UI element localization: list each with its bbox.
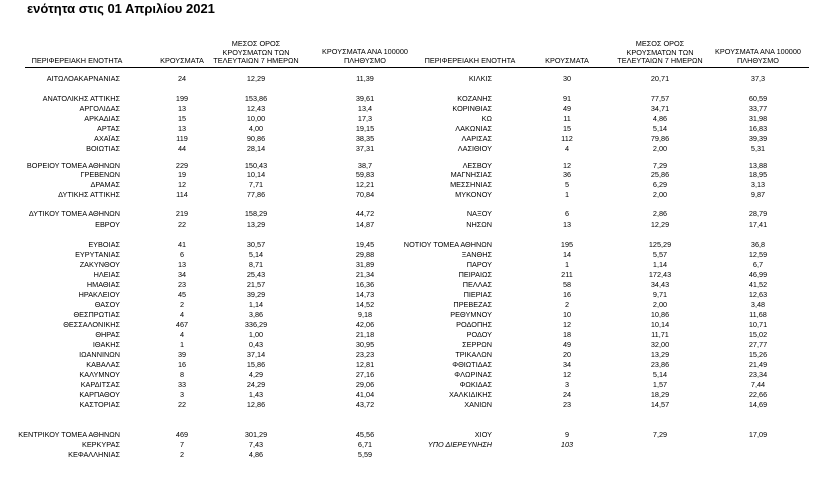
per-100k-value: 14,69 [748, 400, 768, 409]
cases-value: 3 [179, 390, 185, 399]
per-100k-value: 12,59 [748, 250, 768, 259]
cases-value: 33 [177, 380, 187, 389]
per-100k-value: 41,52 [748, 280, 768, 289]
avg-7day-value: 18,29 [650, 390, 670, 399]
region-name: ΧΙΟΥ [474, 430, 492, 439]
cases-value: 44 [177, 144, 187, 153]
per-100k-value: 6,7 [752, 260, 764, 269]
region-name: ΙΘΑΚΗΣ [92, 340, 120, 349]
per-100k-value: 27,16 [355, 370, 375, 379]
cases-value: 20 [562, 350, 572, 359]
cases-value: 39 [177, 350, 187, 359]
avg-7day-value: 25,43 [246, 270, 266, 279]
cases-value: 467 [175, 320, 189, 329]
cases-value: 4 [179, 330, 185, 339]
avg-7day-value: 8,71 [248, 260, 264, 269]
avg-7day-value: 77,86 [246, 190, 266, 199]
avg-7day-value: 77,57 [650, 94, 670, 103]
per-100k-value: 7,44 [750, 380, 766, 389]
cases-value: 211 [561, 270, 573, 279]
region-name: ΘΕΣΠΡΩΤΙΑΣ [73, 310, 120, 319]
per-100k-value: 11,68 [749, 310, 767, 319]
cases-value: 6 [564, 209, 570, 218]
region-name: ΜΕΣΣΗΝΙΑΣ [450, 180, 492, 189]
header-avg-right [617, 40, 702, 66]
per-100k-value: 46,99 [748, 270, 768, 279]
cases-value: 18 [562, 330, 572, 339]
per-100k-value: 14,73 [355, 290, 375, 299]
avg-7day-value: 12,43 [246, 104, 266, 113]
avg-7day-value: 172,43 [648, 270, 672, 279]
per-100k-value: 13,4 [357, 104, 373, 113]
region-name: ΛΕΣΒΟΥ [462, 161, 492, 170]
per-100k-value: 9,18 [357, 310, 373, 319]
cases-value: 2 [179, 300, 185, 309]
cases-value: 16 [562, 290, 572, 299]
header-avg-line2: ΚΡΟΥΣΜΑΤΩΝ ΤΩΝ [222, 47, 290, 57]
header-region-right: ΠΕΡΙΦΕΡΕΙΑΚΗ ΕΝΟΤΗΤΑ [424, 56, 516, 65]
region-name: ΑΝΑΤΟΛΙΚΗΣ ΑΤΤΙΚΗΣ [42, 94, 120, 103]
cases-value: 49 [562, 340, 572, 349]
avg-7day-value: 4,86 [652, 114, 668, 123]
per-100k-value: 16,83 [748, 124, 768, 133]
per-100k-value: 37,31 [355, 144, 375, 153]
per-100k-value: 29,88 [355, 250, 375, 259]
per-100k-value: 37,3 [750, 74, 766, 83]
footer-text-cut [27, 471, 807, 479]
region-name: ΑΡΓΟΛΙΔΑΣ [79, 104, 120, 113]
avg-7day-value: 12,86 [246, 400, 266, 409]
avg-7day-value: 10,86 [650, 310, 670, 319]
region-name: ΒΟΙΩΤΙΑΣ [86, 144, 120, 153]
avg-7day-value: 28,14 [246, 144, 266, 153]
region-name: ΓΡΕΒΕΝΩΝ [80, 170, 120, 179]
avg-7day-value: 10,14 [650, 320, 670, 329]
per-100k-value: 44,72 [355, 209, 375, 218]
page-title: ενότητα στις 01 Απριλίου 2021 [27, 1, 215, 16]
avg-7day-value: 90,86 [246, 134, 266, 143]
per-100k-value: 19,45 [355, 240, 375, 249]
cases-value: 7 [179, 440, 185, 449]
per-100k-value: 11,39 [356, 74, 374, 83]
per-100k-value: 23,34 [748, 370, 768, 379]
avg-7day-value: 21,57 [246, 280, 266, 289]
per-100k-value: 17,09 [748, 430, 768, 439]
avg-7day-value: 4,86 [248, 450, 264, 459]
region-name: ΥΠΟ ΔΙΕΡΕΥΝΗΣΗ [427, 440, 492, 449]
per-100k-value: 14,52 [355, 300, 375, 309]
region-name: ΚΑΣΤΟΡΙΑΣ [79, 400, 120, 409]
per-100k-value: 18,95 [748, 170, 768, 179]
avg-7day-value: 7,43 [248, 440, 264, 449]
per-100k-value: 19,15 [355, 124, 375, 133]
header-per100k-line2: ΠΛΗΘΥΣΜΟ [737, 55, 779, 65]
cases-value: 9 [564, 430, 570, 439]
region-name: ΝΗΣΩΝ [466, 220, 492, 229]
cases-value: 12 [562, 320, 572, 329]
per-100k-value: 12,81 [355, 360, 375, 369]
avg-7day-value: 5,14 [248, 250, 264, 259]
header-cases-right: ΚΡΟΥΣΜΑΤΑ [545, 56, 589, 65]
region-name: ΚΙΛΚΙΣ [468, 74, 492, 83]
cases-value: 24 [562, 390, 572, 399]
avg-7day-value: 5,14 [652, 370, 668, 379]
region-name: ΚΟΖΑΝΗΣ [457, 94, 492, 103]
per-100k-value: 59,83 [355, 170, 375, 179]
header-avg-left [213, 40, 298, 66]
cases-value: 1 [564, 190, 570, 199]
cases-value: 15 [562, 124, 572, 133]
per-100k-value: 31,89 [355, 260, 375, 269]
region-name: ΗΡΑΚΛΕΙΟΥ [78, 290, 120, 299]
header-avg-line3: ΤΕΛΕΥΤΑΙΩΝ 7 ΗΜΕΡΩΝ [617, 56, 703, 65]
region-name: ΒΟΡΕΙΟΥ ΤΟΜΕΑ ΑΘΗΝΩΝ [26, 161, 120, 170]
avg-7day-value: 10,00 [246, 114, 266, 123]
per-100k-value: 15,26 [748, 350, 768, 359]
avg-7day-value: 6,29 [652, 180, 668, 189]
avg-7day-value: 12,29 [650, 220, 670, 229]
per-100k-value: 23,23 [355, 350, 375, 359]
cases-value: 45 [177, 290, 187, 299]
region-name: ΦΛΩΡΙΝΑΣ [454, 370, 492, 379]
per-100k-value: 27,77 [748, 340, 768, 349]
per-100k-value: 28,79 [748, 209, 768, 218]
region-name: ΠΕΛΛΑΣ [462, 280, 492, 289]
per-100k-value: 21,18 [355, 330, 375, 339]
per-100k-value: 12,63 [748, 290, 768, 299]
cases-value: 30 [562, 74, 572, 83]
avg-7day-value: 301,29 [244, 430, 268, 439]
header-avg-line3: ΤΕΛΕΥΤΑΙΩΝ 7 ΗΜΕΡΩΝ [213, 56, 299, 65]
avg-7day-value: 23,86 [650, 360, 670, 369]
region-name: ΚΟΡΙΝΘΙΑΣ [452, 104, 492, 113]
avg-7day-value: 4,00 [248, 124, 264, 133]
region-name: ΦΘΙΩΤΙΔΑΣ [452, 360, 492, 369]
cases-value: 2 [179, 450, 185, 459]
avg-7day-value: 158,29 [244, 209, 268, 218]
per-100k-value: 29,06 [355, 380, 375, 389]
region-name: ΚΕΝΤΡΙΚΟΥ ΤΟΜΕΑ ΑΘΗΝΩΝ [18, 430, 120, 439]
avg-7day-value: 20,71 [650, 74, 670, 83]
per-100k-value: 41,04 [355, 390, 375, 399]
cases-value: 10 [562, 310, 572, 319]
region-name: ΠΕΙΡΑΙΩΣ [458, 270, 492, 279]
avg-7day-value: 15,86 [246, 360, 266, 369]
region-name: ΛΑΣΙΘΙΟΥ [457, 144, 492, 153]
avg-7day-value: 14,57 [650, 400, 670, 409]
avg-7day-value: 153,86 [244, 94, 268, 103]
cases-value: 49 [562, 104, 572, 113]
avg-7day-value: 2,00 [652, 190, 668, 199]
region-name: ΠΑΡΟΥ [466, 260, 492, 269]
header-per100k-left [322, 48, 408, 65]
cases-value: 6 [179, 250, 185, 259]
avg-7day-value: 7,29 [652, 161, 668, 170]
cases-value: 12 [562, 161, 572, 170]
per-100k-value: 3,48 [750, 300, 766, 309]
header-region-left: ΠΕΡΙΦΕΡΕΙΑΚΗ ΕΝΟΤΗΤΑ [31, 56, 123, 65]
region-name: ΛΑΚΩΝΙΑΣ [455, 124, 492, 133]
region-name: ΚΩ [481, 114, 492, 123]
region-name: ΡΟΔΟΠΗΣ [456, 320, 492, 329]
per-100k-value: 70,84 [355, 190, 375, 199]
avg-7day-value: 1,14 [248, 300, 264, 309]
avg-7day-value: 1,00 [248, 330, 264, 339]
region-name: ΝΟΤΙΟΥ ΤΟΜΕΑ ΑΘΗΝΩΝ [403, 240, 492, 249]
region-name: ΕΒΡΟΥ [95, 220, 120, 229]
region-name: ΡΕΘΥΜΝΟΥ [450, 310, 492, 319]
avg-7day-value: 0,43 [248, 340, 264, 349]
avg-7day-value: 1,57 [652, 380, 668, 389]
per-100k-value: 60,59 [748, 94, 768, 103]
cases-value: 24 [177, 74, 187, 83]
per-100k-value: 12,21 [355, 180, 375, 189]
region-name: ΘΕΣΣΑΛΟΝΙΚΗΣ [63, 320, 120, 329]
cases-value: 36 [562, 170, 572, 179]
cases-value: 34 [177, 270, 187, 279]
cases-value: 23 [177, 280, 187, 289]
cases-value: 119 [176, 134, 188, 143]
cases-value: 14 [562, 250, 572, 259]
cases-value: 12 [177, 180, 187, 189]
cases-value: 41 [177, 240, 187, 249]
avg-7day-value: 7,29 [652, 430, 668, 439]
header-per100k-line2: ΠΛΗΘΥΣΜΟ [344, 55, 386, 65]
per-100k-value: 21,34 [355, 270, 375, 279]
avg-7day-value: 3,86 [248, 310, 264, 319]
cases-value: 13 [562, 220, 572, 229]
region-name: ΤΡΙΚΑΛΩΝ [455, 350, 492, 359]
avg-7day-value: 2,00 [652, 300, 668, 309]
avg-7day-value: 5,14 [652, 124, 668, 133]
per-100k-value: 6,71 [357, 440, 373, 449]
avg-7day-value: 1,14 [652, 260, 668, 269]
cases-value: 8 [179, 370, 185, 379]
header-avg-line1: ΜΕΣΟΣ ΟΡΟΣ [635, 39, 685, 48]
region-name: ΘΗΡΑΣ [95, 330, 120, 339]
per-100k-value: 38,7 [357, 161, 373, 170]
cases-value: 13 [177, 260, 187, 269]
per-100k-value: 17,3 [357, 114, 373, 123]
avg-7day-value: 150,43 [244, 161, 268, 170]
region-name: ΚΑΛΥΜΝΟΥ [79, 370, 120, 379]
per-100k-value: 38,35 [355, 134, 375, 143]
region-name: ΞΑΝΘΗΣ [461, 250, 492, 259]
cases-value: 13 [177, 104, 187, 113]
avg-7day-value: 7,71 [248, 180, 264, 189]
per-100k-value: 5,59 [357, 450, 373, 459]
region-name: ΦΩΚΙΔΑΣ [459, 380, 492, 389]
region-name: ΣΕΡΡΩΝ [462, 340, 492, 349]
cases-value: 22 [177, 400, 187, 409]
avg-7day-value: 125,29 [648, 240, 672, 249]
per-100k-value: 45,56 [355, 430, 375, 439]
avg-7day-value: 39,29 [246, 290, 266, 299]
avg-7day-value: 12,29 [246, 74, 266, 83]
per-100k-value: 30,95 [355, 340, 375, 349]
header-per100k-line1: ΚΡΟΥΣΜΑΤΑ ΑΝΑ 100000 [322, 47, 408, 56]
avg-7day-value: 37,14 [246, 350, 266, 359]
cases-value: 11 [563, 114, 571, 123]
avg-7day-value: 79,86 [650, 134, 670, 143]
header-per100k-line1: ΚΡΟΥΣΜΑΤΑ ΑΝΑ 100000 [715, 47, 801, 56]
region-name: ΑΧΑΪΑΣ [93, 134, 120, 143]
region-name: ΗΛΕΙΑΣ [93, 270, 120, 279]
per-100k-value: 17,41 [748, 220, 768, 229]
region-name: ΗΜΑΘΙΑΣ [86, 280, 120, 289]
avg-7day-value: 30,57 [246, 240, 266, 249]
per-100k-value: 42,06 [355, 320, 375, 329]
cases-value: 12 [562, 370, 572, 379]
region-name: ΑΡΚΑΔΙΑΣ [84, 114, 120, 123]
region-name: ΘΑΣΟΥ [94, 300, 120, 309]
per-100k-value: 43,72 [355, 400, 375, 409]
region-name: ΧΑΝΙΩΝ [464, 400, 492, 409]
avg-7day-value: 25,86 [650, 170, 670, 179]
avg-7day-value: 1,43 [248, 390, 264, 399]
cases-value: 5 [564, 180, 570, 189]
avg-7day-value: 4,29 [248, 370, 264, 379]
cases-value: 58 [562, 280, 572, 289]
region-name: ΜΥΚΟΝΟΥ [455, 190, 492, 199]
cases-value: 1 [564, 260, 570, 269]
header-avg-line2: ΚΡΟΥΣΜΑΤΩΝ ΤΩΝ [626, 47, 694, 57]
avg-7day-value: 24,29 [246, 380, 266, 389]
per-100k-value: 3,13 [750, 180, 766, 189]
cases-value: 229 [175, 161, 189, 170]
cases-value: 4 [564, 144, 570, 153]
region-name: ΚΑΡΠΑΘΟΥ [79, 390, 120, 399]
region-name: ΧΑΛΚΙΔΙΚΗΣ [448, 390, 492, 399]
avg-7day-value: 34,43 [650, 280, 670, 289]
cases-value: 195 [560, 240, 574, 249]
cases-value: 199 [175, 94, 189, 103]
per-100k-value: 31,98 [748, 114, 768, 123]
cases-value: 4 [179, 310, 185, 319]
per-100k-value: 13,88 [748, 161, 768, 170]
avg-7day-value: 5,57 [652, 250, 668, 259]
avg-7day-value: 13,29 [650, 350, 670, 359]
avg-7day-value: 9,71 [652, 290, 668, 299]
avg-7day-value: 13,29 [246, 220, 266, 229]
cases-value: 34 [562, 360, 572, 369]
per-100k-value: 21,49 [748, 360, 768, 369]
region-name: ΜΑΓΝΗΣΙΑΣ [450, 170, 492, 179]
region-name: ΑΡΤΑΣ [96, 124, 120, 133]
cases-value: 19 [177, 170, 187, 179]
region-name: ΠΙΕΡΙΑΣ [463, 290, 492, 299]
per-100k-value: 22,66 [748, 390, 768, 399]
region-name: ΙΩΑΝΝΙΝΩΝ [79, 350, 120, 359]
region-name: ΚΕΡΚΥΡΑΣ [81, 440, 120, 449]
region-name: ΛΑΡΙΣΑΣ [461, 134, 492, 143]
region-name: ΚΑΡΔΙΤΣΑΣ [80, 380, 120, 389]
region-name: ΕΥΡΥΤΑΝΙΑΣ [75, 250, 120, 259]
header-cases-left: ΚΡΟΥΣΜΑΤΑ [160, 56, 204, 65]
region-name: ΚΑΒΑΛΑΣ [86, 360, 120, 369]
region-name: ΠΡΕΒΕΖΑΣ [453, 300, 492, 309]
header-avg-line1: ΜΕΣΟΣ ΟΡΟΣ [231, 39, 281, 48]
avg-7day-value: 32,00 [650, 340, 670, 349]
cases-value: 2 [564, 300, 570, 309]
region-name: ΔΥΤΙΚΟΥ ΤΟΜΕΑ ΑΘΗΝΩΝ [28, 209, 120, 218]
cases-value: 1 [179, 340, 185, 349]
per-100k-value: 15,02 [748, 330, 768, 339]
cases-value: 13 [177, 124, 187, 133]
cases-value: 114 [176, 190, 188, 199]
per-100k-value: 5,31 [750, 144, 766, 153]
cases-value: 23 [562, 400, 572, 409]
avg-7day-value: 2,86 [652, 209, 668, 218]
region-name: ΚΕΦΑΛΛΗΝΙΑΣ [68, 450, 120, 459]
avg-7day-value: 336,29 [244, 320, 268, 329]
header-rule [25, 67, 809, 68]
avg-7day-value: 34,71 [650, 104, 670, 113]
region-name: ΖΑΚΥΝΘΟΥ [79, 260, 120, 269]
region-name: ΔΡΑΜΑΣ [90, 180, 120, 189]
region-name: ΡΟΔΟΥ [466, 330, 492, 339]
cases-value: 15 [177, 114, 187, 123]
per-100k-value: 36,8 [750, 240, 766, 249]
cases-value: 469 [175, 430, 189, 439]
per-100k-value: 14,87 [355, 220, 375, 229]
region-name: ΑΙΤΩΛΟΑΚΑΡΝΑΝΙΑΣ [46, 74, 120, 83]
cases-value: 22 [177, 220, 187, 229]
cases-value: 91 [562, 94, 572, 103]
per-100k-value: 16,36 [355, 280, 375, 289]
per-100k-value: 9,87 [750, 190, 766, 199]
per-100k-value: 10,71 [748, 320, 768, 329]
cases-value: 16 [177, 360, 187, 369]
region-name: ΕΥΒΟΙΑΣ [88, 240, 120, 249]
header-per100k-right [715, 48, 801, 65]
avg-7day-value: 10,14 [246, 170, 266, 179]
per-100k-value: 39,39 [748, 134, 768, 143]
per-100k-value: 33,77 [748, 104, 768, 113]
avg-7day-value: 11,71 [651, 330, 669, 339]
region-name: ΝΑΞΟΥ [466, 209, 492, 218]
region-name: ΔΥΤΙΚΗΣ ΑΤΤΙΚΗΣ [58, 190, 120, 199]
cases-value: 219 [175, 209, 189, 218]
avg-7day-value: 2,00 [652, 144, 668, 153]
cases-value: 103 [560, 440, 574, 449]
cases-value: 3 [564, 380, 570, 389]
per-100k-value: 39,61 [355, 94, 375, 103]
cases-value: 112 [561, 134, 573, 143]
